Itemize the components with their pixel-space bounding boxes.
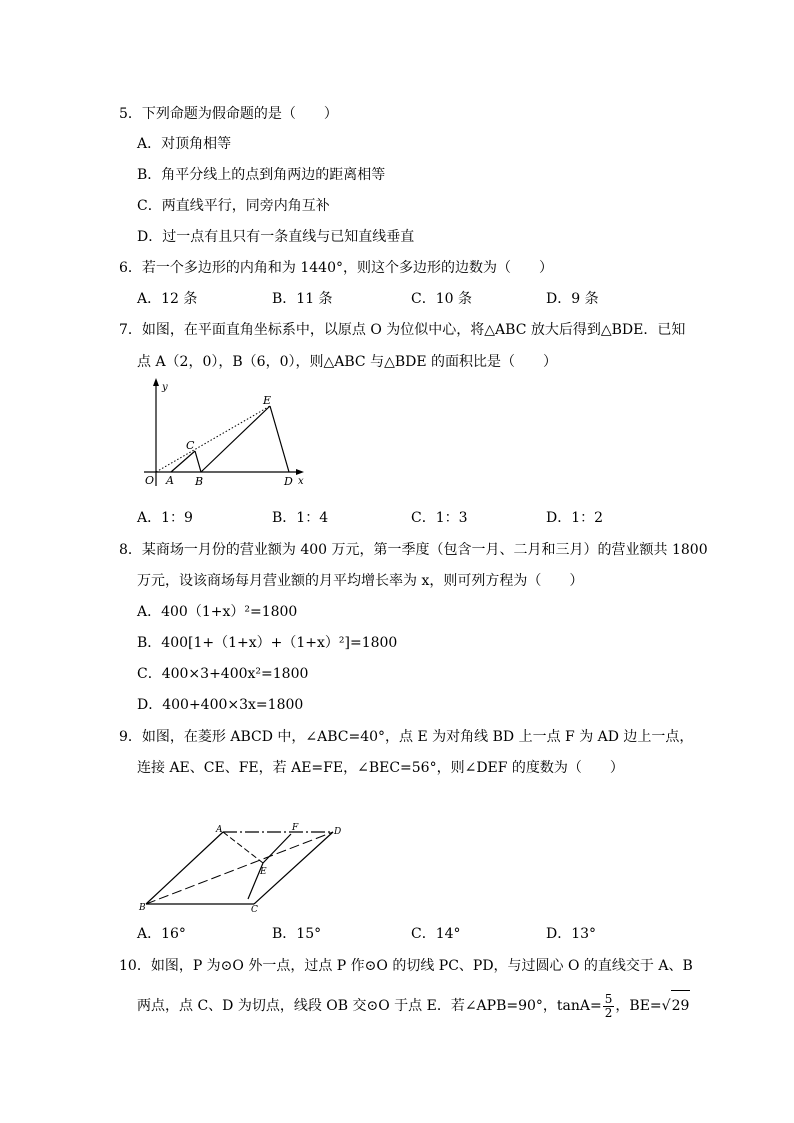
q8-option-a: A．400（1+x）²=1800 — [137, 604, 298, 620]
q7-stem-line2: 点 A（2，0），B（6，0），则△ABC 与△BDE 的面积比是（ ） — [137, 354, 558, 370]
q7-option-a: A．1：9 — [137, 510, 193, 526]
q9-option-c: C．14° — [411, 926, 461, 942]
q7-figure — [140, 378, 310, 490]
q6-option-a: A．12 条 — [137, 291, 198, 307]
q5-stem: 5．下列命题为假命题的是（ ） — [119, 106, 338, 122]
q9-label-e: E — [260, 867, 267, 877]
q6-stem: 6．若一个多边形的内角和为 1440°，则这个多边形的边数为（ ） — [119, 260, 553, 276]
q7-option-b: B．1：4 — [272, 510, 329, 526]
q8-stem-line2: 万元，设该商场每月营业额的月平均增长率为 x，则可列方程为（ ） — [137, 573, 584, 589]
q8-stem-line1: 8．某商场一月份的营业额为 400 万元，第一季度（包含一月、二月和三月）的营业额共 1800 — [119, 542, 708, 558]
q10-sqrt-sign: √ — [661, 998, 671, 1014]
q9-label-c: C — [251, 905, 258, 912]
q7-label-c: C — [186, 439, 195, 452]
q9-label-f: F — [292, 823, 299, 833]
q10-stem-line2 — [137, 990, 690, 1021]
q10-stem-line2-be: ，BE= — [615, 998, 662, 1014]
q5-option-d: D．过一点有且只有一条直线与已知直线垂直 — [137, 229, 415, 245]
q7-label-o: O — [145, 474, 155, 487]
q10-frac-numerator: 5 — [604, 991, 613, 1006]
q6-option-c: C．10 条 — [411, 291, 472, 307]
q7-stem-line1: 7．如图，在平面直角坐标系中，以原点 O 为位似中心，将△ABC 放大后得到△BDE．已知 — [119, 322, 686, 338]
q7-option-c: C．1：3 — [411, 510, 468, 526]
q9-label-b: B — [139, 903, 146, 912]
q8-option-b: B．400[1+（1+x）+（1+x）²]=1800 — [137, 635, 398, 651]
q9-option-d: D．13° — [546, 926, 597, 942]
q7-label-e: E — [263, 394, 272, 407]
q7-option-d: D．1：2 — [546, 510, 604, 526]
q6-option-d: D．9 条 — [546, 291, 599, 307]
q7-label-x: x — [298, 476, 304, 487]
q8-option-d: D．400+400×3x=1800 — [137, 697, 304, 713]
q9-stem-line1: 9．如图，在菱形 ABCD 中，∠ABC=40°，点 E 为对角线 BD 上一点 F 为 AD 边上一点， — [119, 729, 694, 745]
q9-stem-line2: 连接 AE、CE、FE，若 AE=FE，∠BEC=56°，则∠DEF 的度数为（ ） — [137, 760, 624, 776]
q9-figure — [136, 820, 346, 912]
q8-option-c: C．400×3+400x²=1800 — [137, 666, 309, 682]
q10-stem-line2-text: 两点，点 C、D 为切点，线段 OB 交⊙O 于点 E．若∠APB=90°，tanA= — [137, 998, 602, 1014]
q5-option-a: A．对顶角相等 — [137, 136, 232, 152]
q5-option-b: B．角平分线上的点到角两边的距离相等 — [137, 167, 386, 183]
q5-option-c: C．两直线平行，同旁内角互补 — [137, 198, 330, 214]
q9-label-d: D — [334, 827, 342, 837]
q10-frac-denominator: 2 — [604, 1005, 613, 1020]
q9-option-a: A．16° — [137, 926, 186, 942]
q10-stem-line1: 10．如图，P 为⊙O 外一点，过点 P 作⊙O 的切线 PC、PD，与过圆心 O 的直线交于 A、B — [119, 958, 693, 974]
q6-option-b: B．11 条 — [272, 291, 333, 307]
q7-label-d: D — [284, 475, 293, 488]
q10-sqrt-value: 29 — [671, 990, 691, 1021]
q9-option-b: B．15° — [272, 926, 322, 942]
q7-label-a: A — [166, 474, 174, 487]
q9-label-a: A — [216, 825, 223, 835]
q10-tan-fraction — [603, 993, 615, 1020]
q7-label-y: y — [162, 382, 168, 393]
q7-label-b: B — [195, 475, 204, 488]
